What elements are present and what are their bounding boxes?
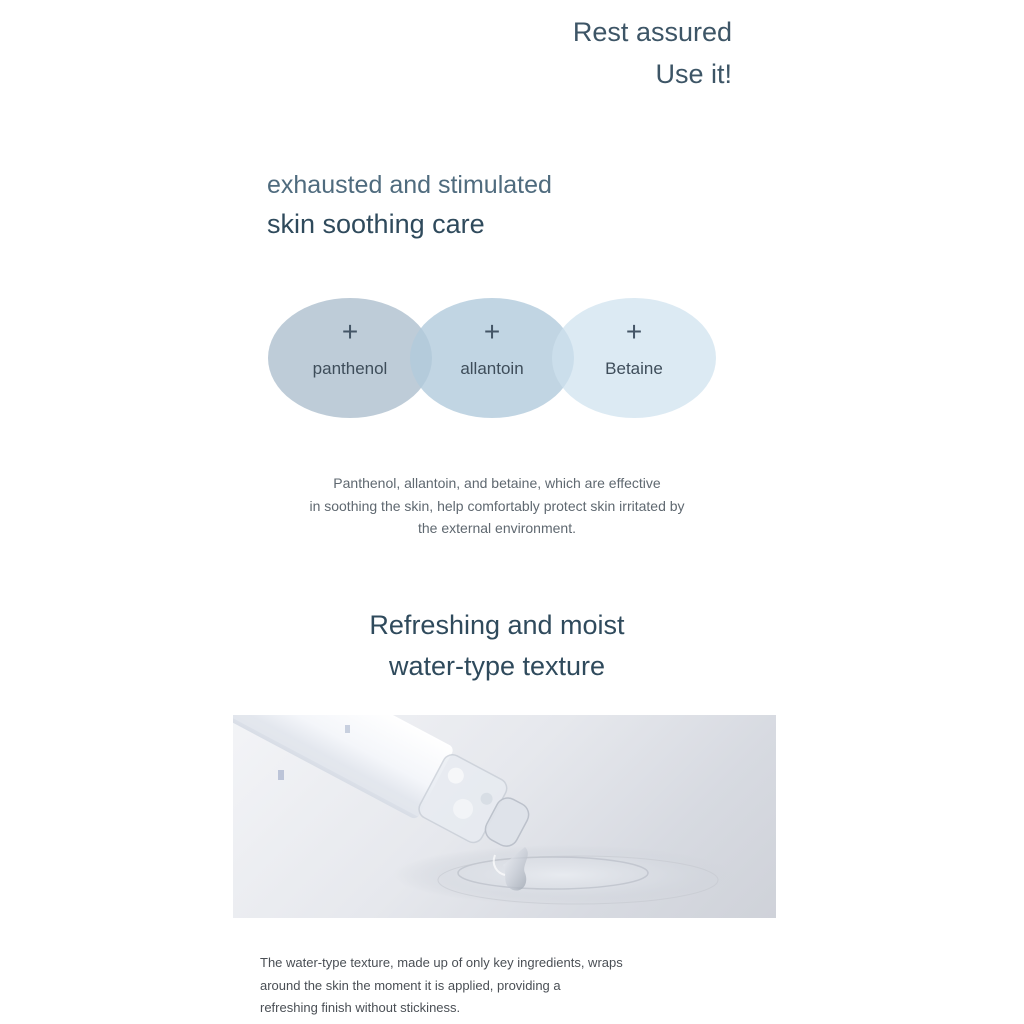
texture-description [260, 952, 700, 1020]
texture-title-line-1: Refreshing and moist [369, 610, 625, 640]
ingredient-circle-allantoin [410, 298, 574, 418]
description-line: the external environment. [418, 520, 576, 536]
description-line: in soothing the skin, help comfortably protect skin irritated by [309, 497, 685, 514]
ingredient-label: panthenol [312, 359, 388, 378]
texture-product-photo [233, 715, 776, 918]
ingredient-label: Betaine [605, 359, 663, 378]
description-line: Panthenol, allantoin, and betaine, which are effective [333, 475, 661, 491]
water-gel-bottle-image [233, 715, 776, 918]
description-line: The water-type texture, made up of only key ingredients, wraps [260, 955, 623, 970]
texture-title-line-2: water-type texture [388, 651, 606, 681]
description-line: around the skin the moment it is applied, providing a [260, 977, 561, 993]
ingredient-label: allantoin [460, 359, 524, 378]
hero-title-line-2: Use it! [655, 59, 732, 89]
hero-title-line-1: Rest assured [572, 17, 732, 47]
ingredients-description [262, 472, 732, 540]
description-line: refreshing finish without stickiness. [260, 1000, 461, 1015]
soothing-subtitle: exhausted and stimulated [267, 171, 552, 199]
ingredient-circle-betaine [552, 298, 716, 418]
plus-icon: + [483, 316, 501, 347]
ingredient-circle-panthenol [268, 298, 432, 418]
soothing-title: skin soothing care [267, 209, 485, 239]
plus-icon: + [341, 316, 359, 347]
plus-icon: + [625, 316, 643, 347]
